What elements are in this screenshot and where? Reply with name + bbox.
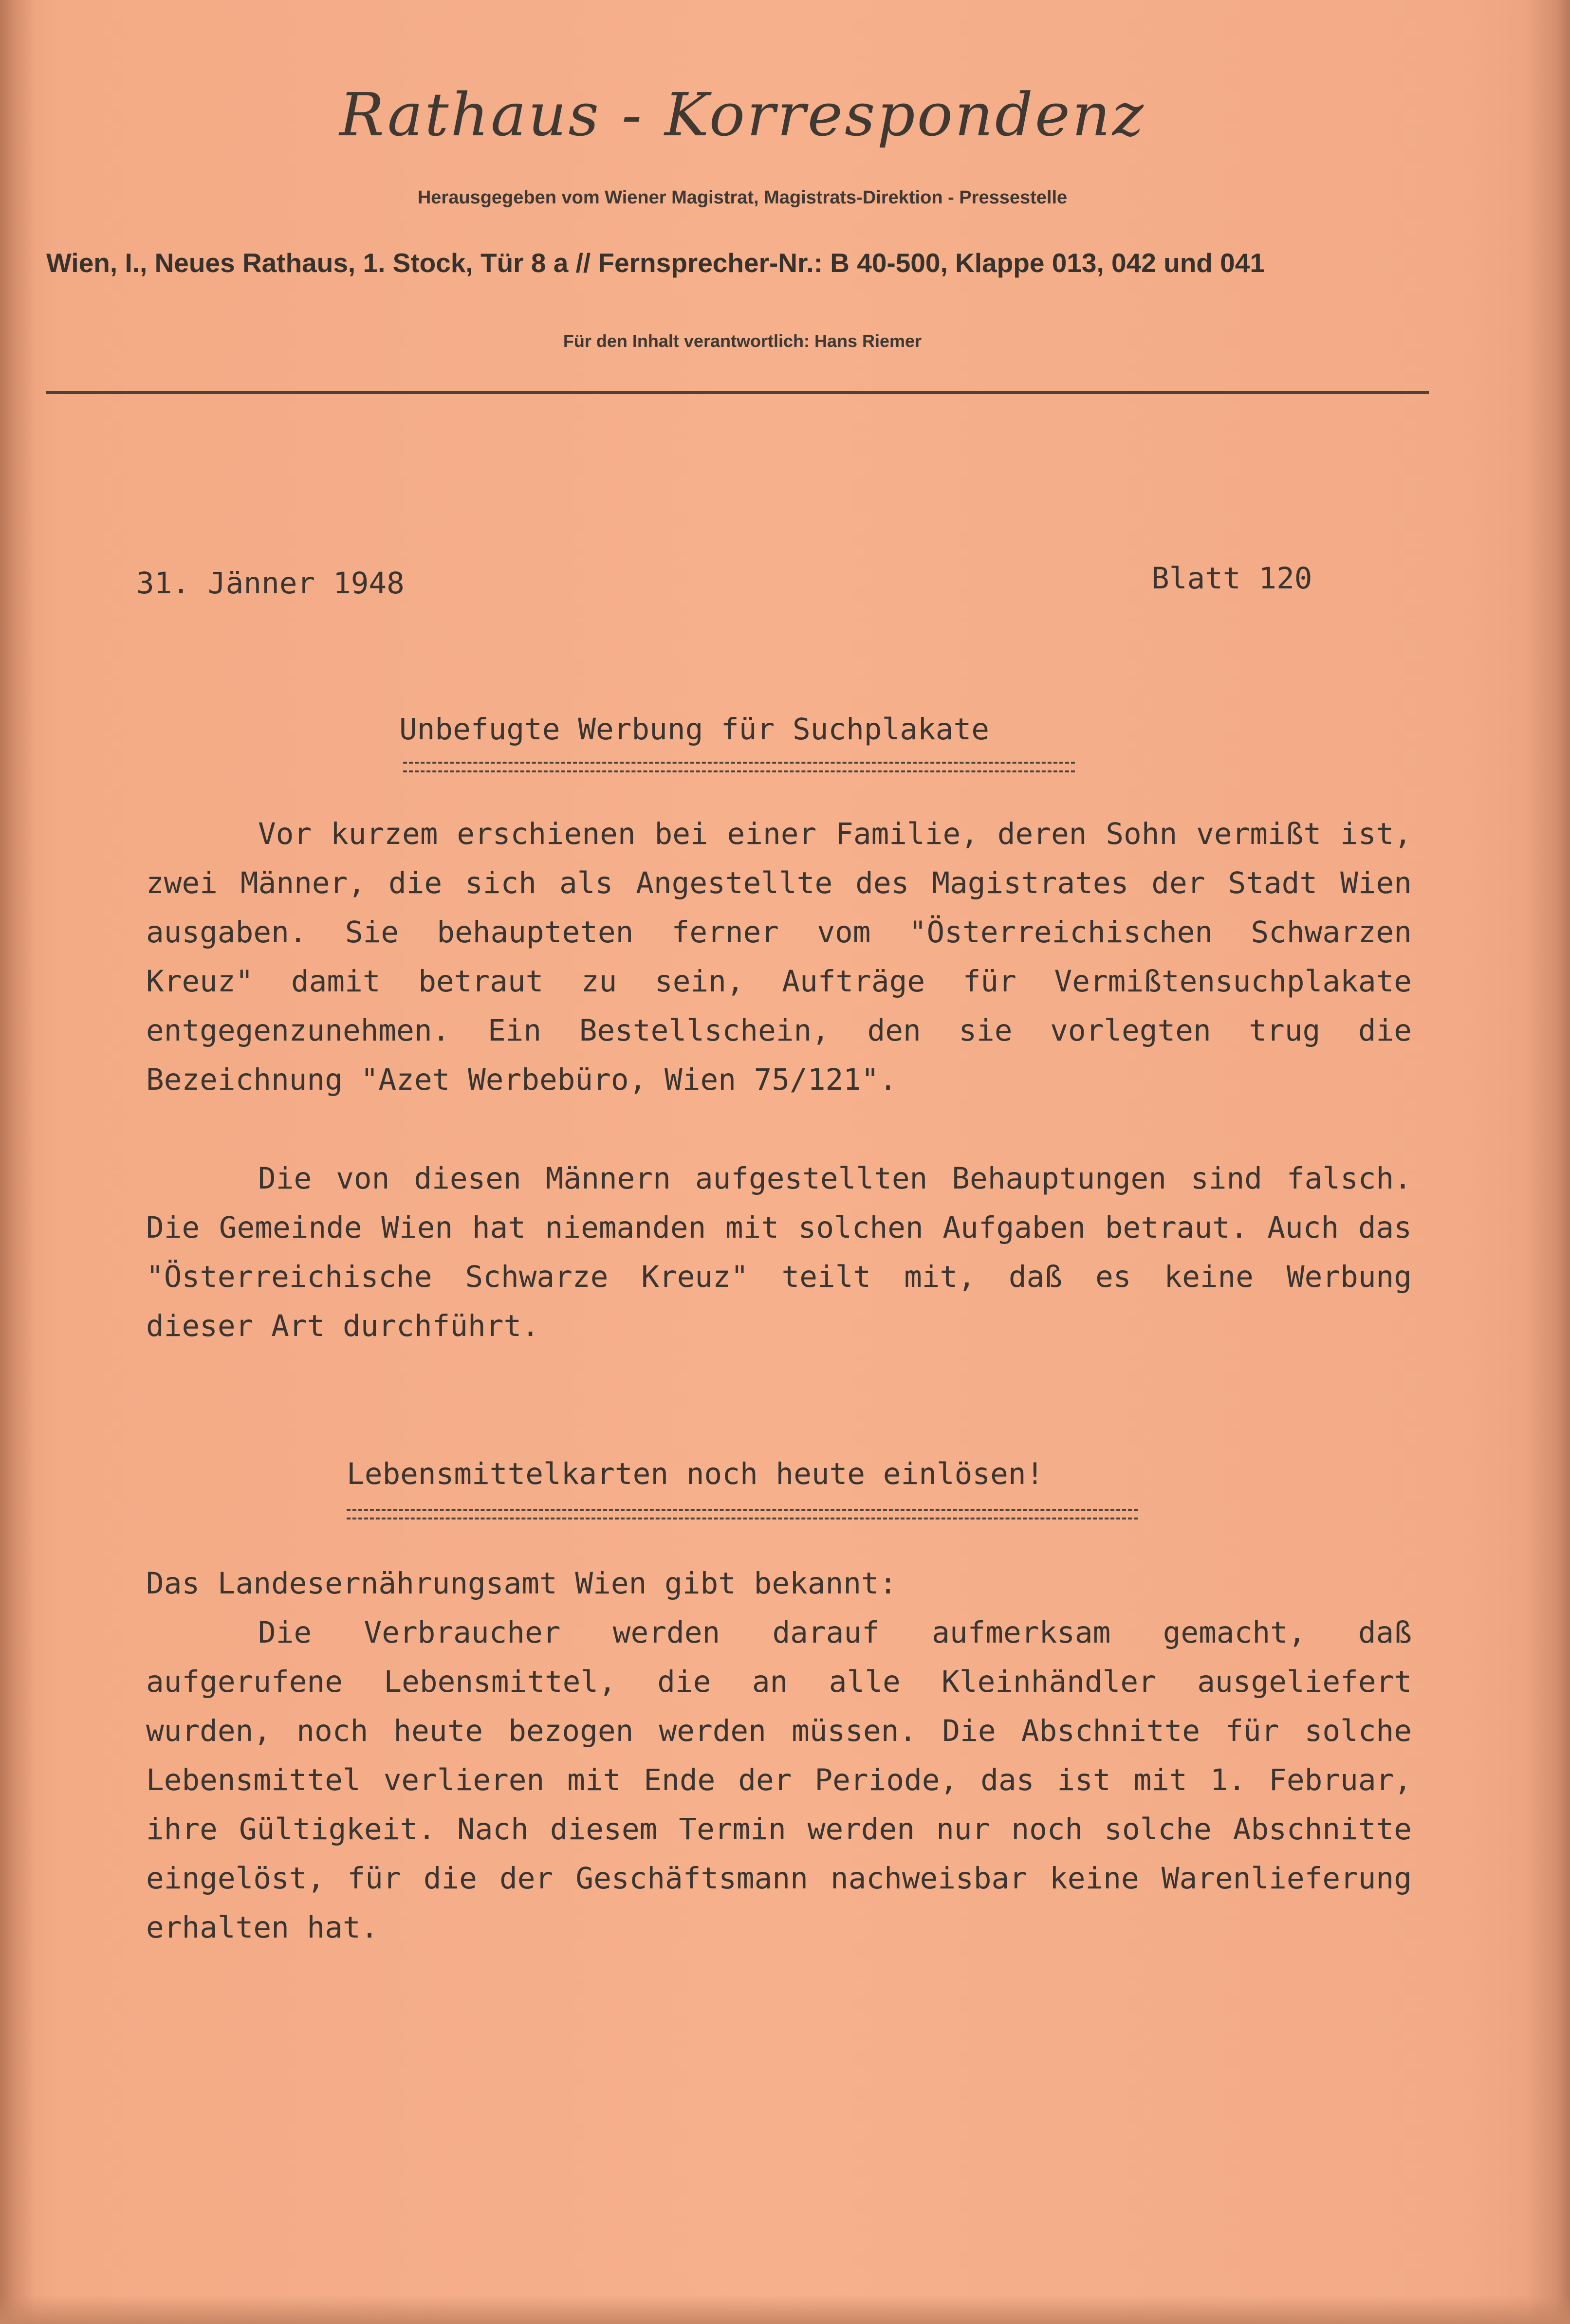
article-1-title-underline [403, 762, 1075, 772]
article-2-title-underline [347, 1509, 1138, 1519]
article-2-intro: Das Landesernährungsamt Wien gibt bekannt: [146, 1566, 897, 1601]
masthead-address: Wien, I., Neues Rathaus, 1. Stock, Tür 8 a // Fernsprecher-Nr.: B 40-500, Klappe 013, 042 und 041 [46, 248, 1265, 278]
article-1-title: Unbefugte Werbung für Suchplakate [399, 712, 989, 747]
article-2-title: Lebensmittelkarten noch heute einlösen! [347, 1457, 1044, 1491]
article-1-paragraph-1: Vor kurzem erschienen bei einer Familie, deren Sohn vermißt ist, zwei Männer, die sich als Angestellte des Magistrates der Stadt Wien ausgaben. Sie behaupteten ferner vom "Österreichischen Schwarzen Kreuz" damit betraut zu sein, Aufträge für Vermißtensuchplakate entgegenzunehmen. Ein Bestellschein, den sie vorlegten trug die Bezeichnung "Azet Werbebüro, Wien 75/121". [146, 817, 1412, 1097]
right-edge-shadow [1526, 0, 1570, 2324]
masthead-responsible: Für den Inhalt verantwortlich: Hans Riemer [563, 331, 922, 351]
bottom-edge-shadow [0, 2295, 1570, 2324]
issue-date: 31. Jänner 1948 [136, 566, 405, 601]
masthead-title: Rathaus - Korrespondenz [339, 80, 1145, 149]
article-2-paragraph-1: Die Verbraucher werden darauf aufmerksam gemacht, daß aufgerufene Lebensmittel, die an alle Kleinhändler ausgeliefert wurden, noch heute bezogen werden müssen. Die Abschnitte für solche Lebensmittel verlieren mit Ende der Periode, das ist mit 1. Februar, ihre Gültigkeit. Nach diesem Termin werden nur noch solche Abschnitte eingelöst, für die der Geschäftsmann nachweisbar keine Warenlieferung erhalten hat. [146, 1615, 1412, 1945]
sheet-number: Blatt 120 [1151, 561, 1312, 596]
masthead-publisher: Herausgegeben vom Wiener Magistrat, Magistrats-Direktion - Pressestelle [417, 187, 1068, 208]
masthead-rule [46, 391, 1429, 394]
article-1-paragraph-2: Die von diesen Männern aufgestellten Behauptungen sind falsch. Die Gemeinde Wien hat niemanden mit solchen Aufgaben betraut. Auch das "Österreichische Schwarze Kreuz" teilt mit, daß es keine Werbung dieser Art durchführt. [146, 1161, 1412, 1343]
